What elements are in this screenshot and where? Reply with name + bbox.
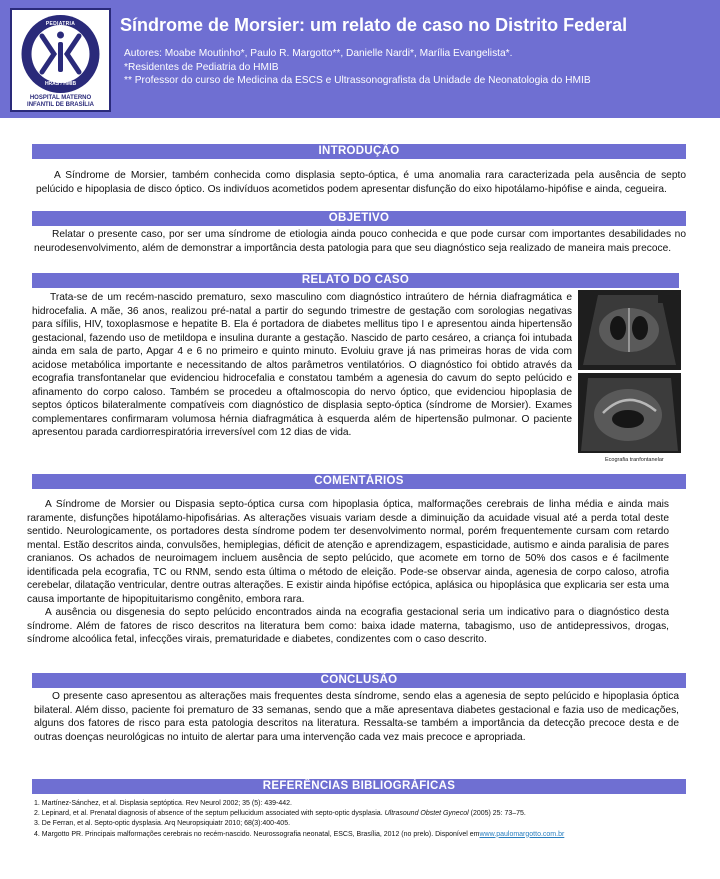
section-text-relato <box>32 291 572 440</box>
author-block <box>124 47 591 88</box>
poster-title: Síndrome de Morsier: um relato de caso no Distrito Federal <box>120 15 628 35</box>
authors-line: Autores: Moabe Moutinho*, Paulo R. Margotto**, Danielle Nardi*, Marília Evangelista*. <box>124 48 513 59</box>
objective-paragraph: Relatar o presente caso, por ser uma síndrome de etiologia ainda pouco conhecida e que pode cursar com importantes desabilidades no neurodesenvolvimento, além de demonstrar a importância desta patologia para que seu diagnóstico seja realizado de maneira mais precoce. <box>34 229 686 254</box>
reference-2-citation: 2. Lepinard, et al. Prenatal diagnosis of absence of the septum pellucidum associated with septo-optic dysplasia. <box>34 810 383 818</box>
ultrasound-image-coronal <box>578 290 681 370</box>
comments-paragraph-1: A Síndrome de Morsier ou Dispasia septo-óptica cursa com hipoplasia óptica, malformações cerebrais de linha média e ainda mais raramente, disfunções hipotálamo-hipofisárias. As alterações visuais variam desde a diminuição da acuidade visual até a perda total deste sentido. Neurologicamente, os portadores desta síndrome podem ter desenvolvimento normal, porém frequentemente cursam com retardo mental. Estão descritos ainda, convulsões, hemiplegias, déficit de atenção e aprendizagem, espasticidade, autismo e ainda paralisia de pares cranianos. Os achados de neuroimagem incluem ausência de septo pelúcido, que acomete em torno de 50% dos casos e é facilmente identificada pela ecografia, TC ou RNM, sendo esta última o método de eleição. Pode-se observar ainda, agenesia de corpo caloso, atrofia cerebelar, dilatação ventricular, dentre outras alterações. E existir ainda hipófise ectópica, aplásica ou hipoplásica que explicaria ser esta uma causa importante de hipopituitarismo congênito, embora rara. <box>27 499 669 605</box>
section-heading-conclusao: CONCLUSÃO <box>32 673 686 688</box>
logo-mid-text: HRAS / HMIB <box>44 81 77 87</box>
section-text-conclusao <box>34 690 679 744</box>
logo-hospital-name-line1: HOSPITAL MATERNO <box>29 95 92 101</box>
section-text-objetivo <box>34 228 686 255</box>
hospital-logo <box>10 8 111 112</box>
reference-item-4 <box>34 830 694 840</box>
reference-item-2 <box>34 809 694 819</box>
intro-paragraph: A Síndrome de Morsier, também conhecida como displasia septo-óptica, é uma anomalia rara caracterizada pela ausência de septo pelúcido e hipoplasia de disco óptico. Os indivíduos acometidos podem apresentar disfunção do eixo hipotálamo-hipófise e ainda, cegueira. <box>36 170 686 195</box>
section-heading-comentarios: COMENTÁRIOS <box>32 474 686 489</box>
reference-item-1: 1. Martínez-Sánchez, et al. Displasia septóptica. Rev Neurol 2002; 35 (5): 439-442. <box>34 800 292 807</box>
reference-2-journal: Ultrasound Obstet Gynecol <box>384 810 469 818</box>
section-text-comentarios <box>27 498 669 647</box>
section-text-introducao <box>36 169 686 196</box>
comments-paragraph-2: A ausência ou disgenesia do septo pelúcido encontrados ainda na ecografia gestacional seria um indicativo para o diagnóstico desta síndrome. Além de fatores de risco descritos na literatura bem como: baixa idade materna, tabagismo, uso de antidepressivos, drogas, síndrome alcoólica fetal, infecções virais, prematuridade e diabetes, condizentes com o caso descrito. <box>27 607 669 645</box>
section-heading-objetivo: OBJETIVO <box>32 211 686 226</box>
reference-list <box>34 799 694 840</box>
reference-2-details: (2005) 25: 73–75. <box>470 810 526 818</box>
ultrasound-coronal-icon <box>578 290 681 370</box>
section-heading-introducao: INTRODUÇÃO <box>32 144 686 159</box>
case-paragraph: Trata-se de um recém-nascido prematuro, sexo masculino com diagnóstico intraútero de hérnia diafragmática e hidrocefalia. A mãe, 36 anos, realizou pré-natal a partir do segundo trimestre de gestação com sorologias negativas para sífilis, HIV, toxoplasmose e hepatite B. Ela é portadora de diabetes mellitus tipo I e apresentou ainda hipertensão gestacional, fazendo uso de metildopa e insulina durante a gestação. Nascido de parto cesáreo, a criança foi intubada ainda em sala de parto, Apgar 4 e 6 no primeiro e quinto minuto. Evoluiu grave já nas primeiras horas de vida com acidose metabólica importante e necessitando de altos parâmetros ventilatórios. O diagnóstico foi obtido através da ecografia transfontanelar que evidenciou hidrocefalia e constatou também a agenesia do cavum do septo pelúcido e afinamento do corpo caloso. Também se procedeu a oftalmoscopia do nervo óptico, que evidenciou hipoplasia de septos ópticos bilateralmente compatíveis com diagnóstico de displasia septo-óptica (síndrome de Morsier). Exames complementares confirmaram volumosa hérnia diafragmática à esquerda além de hipertensão pulmonar. O paciente apresentou parada cardiorrespiratória irreversível com 12 dias de vida. <box>32 292 572 438</box>
reference-item-3: 3. De Ferran, et al. Septo-optic dysplasia. Arq Neuropsiquiatr 2010; 68(3):400-405. <box>34 820 291 828</box>
ultrasound-sagittal-icon <box>578 373 681 453</box>
ultrasound-image-sagittal <box>578 373 681 453</box>
logo-hospital-name-line2: INFANTIL DE BRASÍLIA <box>27 102 94 108</box>
affiliation-residents: *Residentes de Pediatria do HMIB <box>124 61 279 73</box>
section-heading-relato: RELATO DO CASO <box>32 273 679 288</box>
poster-header <box>0 0 720 118</box>
reference-4-link[interactable]: www.paulomargotto.com.br <box>479 830 565 838</box>
logo-top-text: PEDIATRIA <box>45 21 76 27</box>
affiliation-professor: ** Professor do curso de Medicina da ESCS e Ultrassonografista da Unidade de Neonatologia do HMIB <box>124 75 591 86</box>
conclusion-paragraph: O presente caso apresentou as alterações mais frequentes desta síndrome, sendo elas a agenesia de septo pelúcido e hipoplasia óptica bilateral. Além disso, paciente foi prematuro de 33 semanas, sendo que a mãe apresentava diabetes gestacional e fazia uso de medicações, alguns dos fatores de risco para esta patologia descritos na literatura. Ressalta-se também a importância da detecção precoce desta e de outras doenças neurológicas no intuito de alertar para uma intervenção cada vez mais precoce e apropriada. <box>34 691 679 743</box>
reference-4-citation: 4. Margotto PR. Principais malformações cerebrais no recém-nascido. Neurossografia neonatal, ESCS, Brasília, 2012 (no prelo). Disponível em <box>34 830 480 838</box>
section-heading-referencias: REFERÊNCIAS BIBLIOGRÁFICAS <box>32 779 686 794</box>
ultrasound-caption: Ecografia tranfontanelar <box>605 457 664 463</box>
